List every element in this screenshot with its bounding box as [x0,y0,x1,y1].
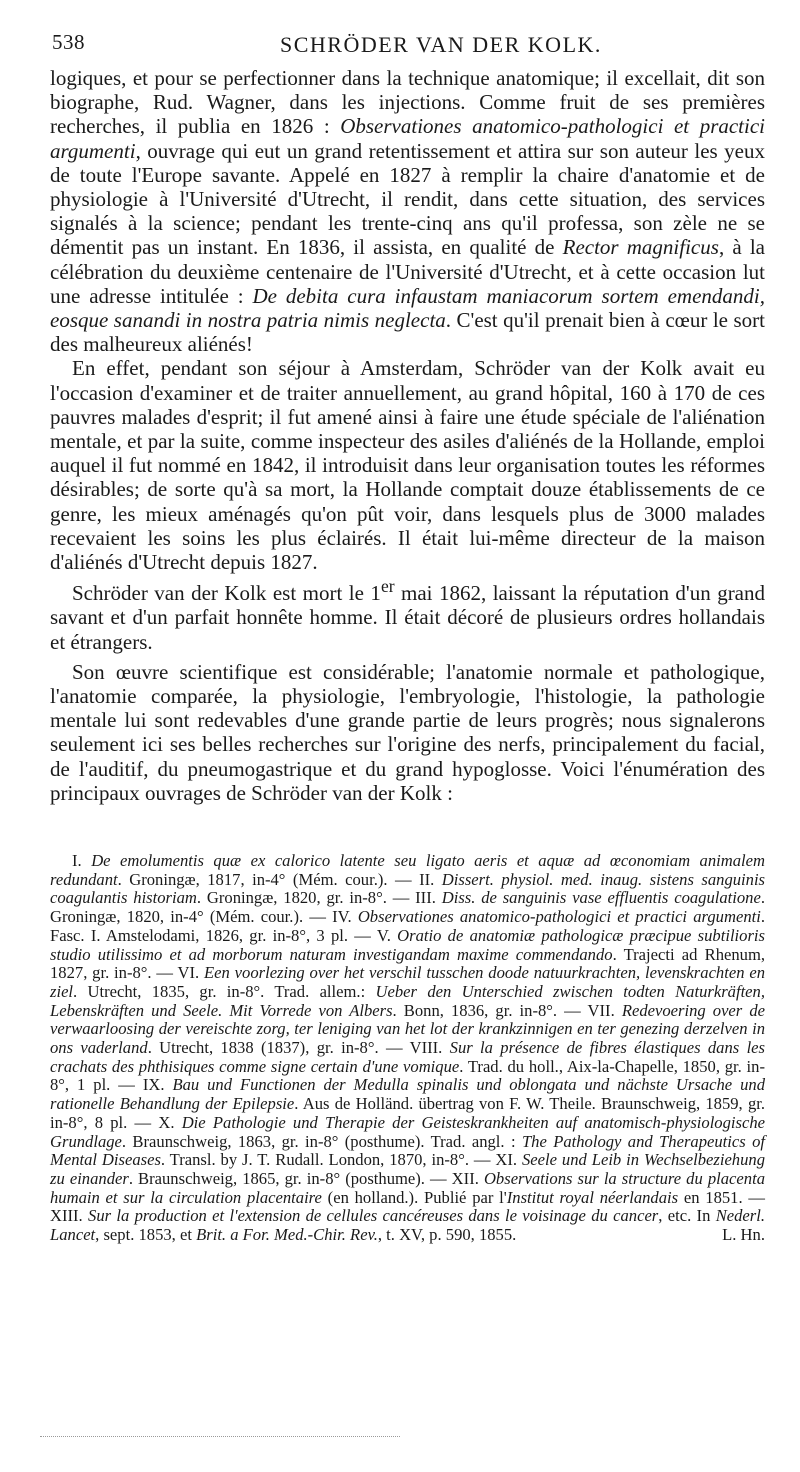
text-run: . Groningæ, 1820, in-4° (Mém. cour.). — IV. [50,888,765,927]
running-head: SCHRÖDER VAN DER KOLK. [280,32,602,57]
text-run: . Groningæ, 1817, in-4° (Mém. cour.). — II. [117,869,442,889]
institution-name: Institut royal néerlandais [506,1187,679,1207]
work-title: Observationes anatomico-pathologici et practici argumenti [357,907,761,927]
text-run: en 1851. — XIII. [50,1187,765,1226]
work-title: Die Pathologie und Therapie der Geisteskrankheiten auf anatomisch-physiologische Grundlage [50,1112,765,1151]
work-title: Diss. de sanguinis vase effluentis coagulatione [441,888,761,908]
work-title: Sur la présence de fibres élastiques dans les crachats des phthisiques comme signe certain d'une vomique [50,1038,765,1076]
author-signature: L. Hn. [722,1225,765,1245]
work-title: Bau und Functionen der Medulla spinalis und oblongata und nächste Ursache und rationelle Behandlung der Epilepsie [50,1075,765,1114]
bibliography-paragraph [50,852,765,1245]
article-body [50,66,765,805]
text-run: (en holland.). Publié par l' [321,1187,507,1207]
text-run: , etc. In [658,1206,716,1226]
work-title: Ueber den Unterschied zwischen todten Naturkräften, Lebenskräften und Seele. Mit Vorrede von Albers [50,981,765,1020]
text-run: . Groningæ, 1820, gr. in-8°. — III. [196,888,442,908]
text-run: . Transl. by J. T. Rudall. London, 1870, in-8°. — XI. [160,1150,522,1170]
work-title: The Pathology and Therapeutics of Mental Diseases [50,1131,765,1170]
paragraph-4: Son œuvre scientifique est considérable; l'anatomie normale et pathologique, l'anatomie comparée, la physiologie, l'embryologie, l'histologie, la pathologie mentale lui sont redevables d'une grande partie de leurs progrès; nous signalerons seulement ici ses belles recherches sur l'origine des nerfs, principalement du facial, de l'auditif, du pneumogastrique et du grand hypoglosse. Voici l'énumération des principaux ouvrages de Schröder van der Kolk : [50,659,765,805]
text-run: . Utrecht, 1835, gr. in-8°. Trad. allem.: [73,981,376,1001]
work-title: Dissert. physiol. med. inaug. sistens sanguinis coagulantis historiam [50,869,766,908]
work-title: De debita cura infaustam maniacorum sortem emendandi, eosque sanandi in nostra patria nimis neglecta [50,283,765,333]
bottom-rule [40,1436,400,1437]
ordinal-superscript: er [380,576,395,597]
page-number: 538 [52,30,85,54]
text-run: , à la célébration du deuxième centenaire de l'Université d'Utrecht, et à cette occasion lut une adresse intitulée : [50,235,765,308]
work-title: Een voorlezing over het verschil tusschen doode natuurkrachten, levenskrachten en ziel [50,963,765,1001]
text-run: , sept. 1853, et [95,1225,197,1245]
text-run: . Bonn, 1836, gr. in-8°. — VII. [392,1000,622,1020]
work-title: Oratio de anatomiæ pathologicæ præcipue subtilioris studio utilissimo et ad morborum naturam investigandam maxime commendando [50,925,765,964]
text-run: , t. XV, p. 590, 1855. [377,1225,517,1245]
work-title: Redevoering over de verwaarloosing der vereischte zorg, ter leniging van het lot der krankzinnigen en ter genezing derzelven in ons vaderland [50,1000,766,1058]
work-title: Seele und Leib in Wechselbeziehung zu einander [50,1150,765,1188]
text-run: . C'est qu'il prenait bien à cœur le sort des malheureux aliénés! [50,308,765,357]
page-header [52,30,762,62]
honorific-title: Rector magnificus [562,235,719,260]
text-run: Schröder van der Kolk est mort le 1 [72,581,381,606]
work-title: Observationes anatomico-pathologici et practici argumenti [50,114,766,163]
text-run: . Fasc. I. Amstelodami, 1826, gr. in-8°, 3 pl. — V. [50,907,765,945]
text-run: . Utrecht, 1838 (1837), gr. in-8°. — VIII. [147,1038,450,1058]
text-run: mai 1862, laissant la réputation d'un grand savant et d'un parfait honnête homme. Il était décoré de plusieurs ordres hollandais et étrangers. [50,581,766,654]
journal-title: Nederl. Lancet [50,1206,766,1245]
work-title: Sur la production et l'extension de cellules cancéreuses dans le voisinage du cancer [88,1206,659,1226]
work-title: De emolumentis quæ ex calorico latente seu ligato aeris et aquæ ad œconomiam animalem redundant [50,851,765,889]
journal-title: Brit. a For. Med.-Chir. Rev. [196,1225,378,1245]
text-run: . Aus de Holländ. übertrag von F. W. Theile. Braunschweig, 1859, gr. in-8°, 8 pl. — X. [50,1094,765,1132]
text-run: , ouvrage qui eut un grand retentissement et attira sur son auteur les yeux de toute l'Europe savante. Appelé en 1827 à remplir la chaire d'anatomie et de physiologie à l'Université d'Utrecht, il rendit, dans cette situation, des services signalés à la science; pendant les trente-cinq ans qu'il professa, son zèle ne se démentit pas un instant. En 1836, il assista, en qualité de [50,138,765,260]
text-run: I. [72,851,92,870]
text-run: . Braunschweig, 1865, gr. in-8° (posthume). — XII. [128,1168,484,1188]
paragraph-3 [50,574,765,654]
paragraph-1 [50,66,765,356]
work-title: Observations sur la structure du placenta humain et sur la circulation placentaire [50,1168,765,1207]
text-run: . Trajecti ad Rhenum, 1827, gr. in-8°. — VI. [50,944,766,983]
text-run: logiques, et pour se perfectionner dans la technique anatomique; il excellait, dit son biographe, Rud. Wagner, dans les injections. Comme fruit de ses premières recherches, il publia en 1826 : [50,66,765,139]
text-run: . Braunschweig, 1863, gr. in-8° (posthume). Trad. angl. : [121,1131,522,1151]
paragraph-2: En effet, pendant son séjour à Amsterdam, Schröder van der Kolk avait eu l'occasion d'examiner et de traiter annuellement, au grand hôpital, 160 à 170 de ces pauvres malades d'esprit; il fut amené ainsi à faire une étude spéciale de l'aliénation mentale, et par la suite, comme inspecteur des asiles d'aliénés de la Hollande, emploi auquel il fut nommé en 1842, il introduisit dans leur organisation toutes les réformes désirables; de sorte qu'à sa mort, la Hollande comptait douze établissements de ce genre, les mieux aménagés qu'on pût voir, dans lesquels plus de 3000 malades recevaient les soins les plus éclairés. Il était lui-même directeur de la maison d'aliénés d'Utrecht depuis 1827. [50,356,765,575]
text-run: . Trad. du holl., Aix-la-Chapelle, 1850, gr. in-8°, 1 pl. — IX. [50,1056,765,1095]
bibliography-notes [50,852,765,1245]
